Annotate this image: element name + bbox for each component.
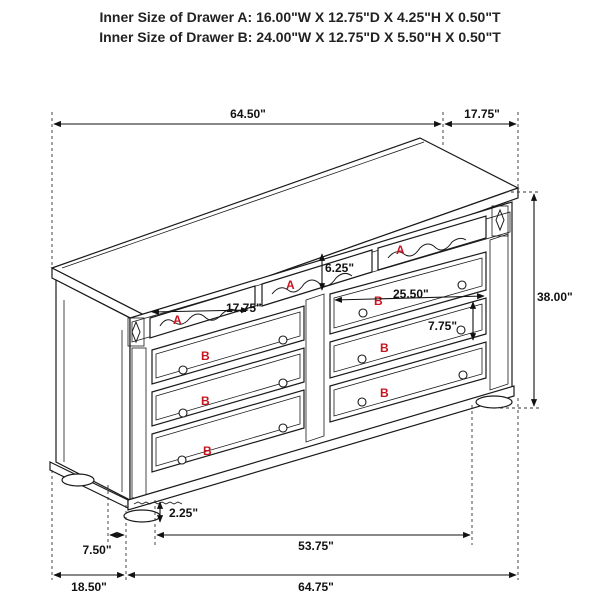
side-panel: [56, 280, 130, 500]
drawer-label-b: B: [380, 341, 389, 355]
dim-side-depth: 18.50": [71, 580, 107, 594]
drawer-label-b: B: [201, 349, 210, 363]
dim-top-width: 64.50": [230, 107, 266, 121]
dim-drawer-a-height: 6.25": [325, 261, 355, 275]
dim-drawer-b-height: 7.75": [428, 319, 458, 333]
drawer-label-b: B: [374, 294, 383, 308]
drawer-label-a: A: [286, 278, 295, 292]
dim-inner-base-width: 53.75": [298, 539, 334, 553]
dim-foot-height: 2.25": [169, 506, 199, 520]
dim-height: 38.00": [537, 290, 573, 304]
drawer-label-a: A: [396, 243, 405, 257]
dim-foot-offset: 7.50": [82, 543, 112, 557]
dim-depth-top: 17.75": [464, 107, 500, 121]
drawer-label-b: B: [380, 386, 389, 400]
dim-drawer-a-width: 17.75": [226, 301, 262, 315]
drawer-label-b: B: [203, 444, 212, 458]
dim-base-width: 64.75": [298, 580, 334, 594]
drawer-a-spec: Inner Size of Drawer A: 16.00"W X 12.75"D X 4.25"H X 0.50"T: [99, 9, 501, 25]
drawer-label-a: A: [173, 313, 182, 327]
foot: [476, 396, 512, 408]
drawer-b-spec: Inner Size of Drawer B: 24.00"W X 12.75"D X 5.50"H X 0.50"T: [99, 29, 501, 45]
foot: [62, 474, 94, 486]
dim-drawer-b-width: 25.50": [393, 287, 429, 301]
drawer-label-b: B: [201, 394, 210, 408]
